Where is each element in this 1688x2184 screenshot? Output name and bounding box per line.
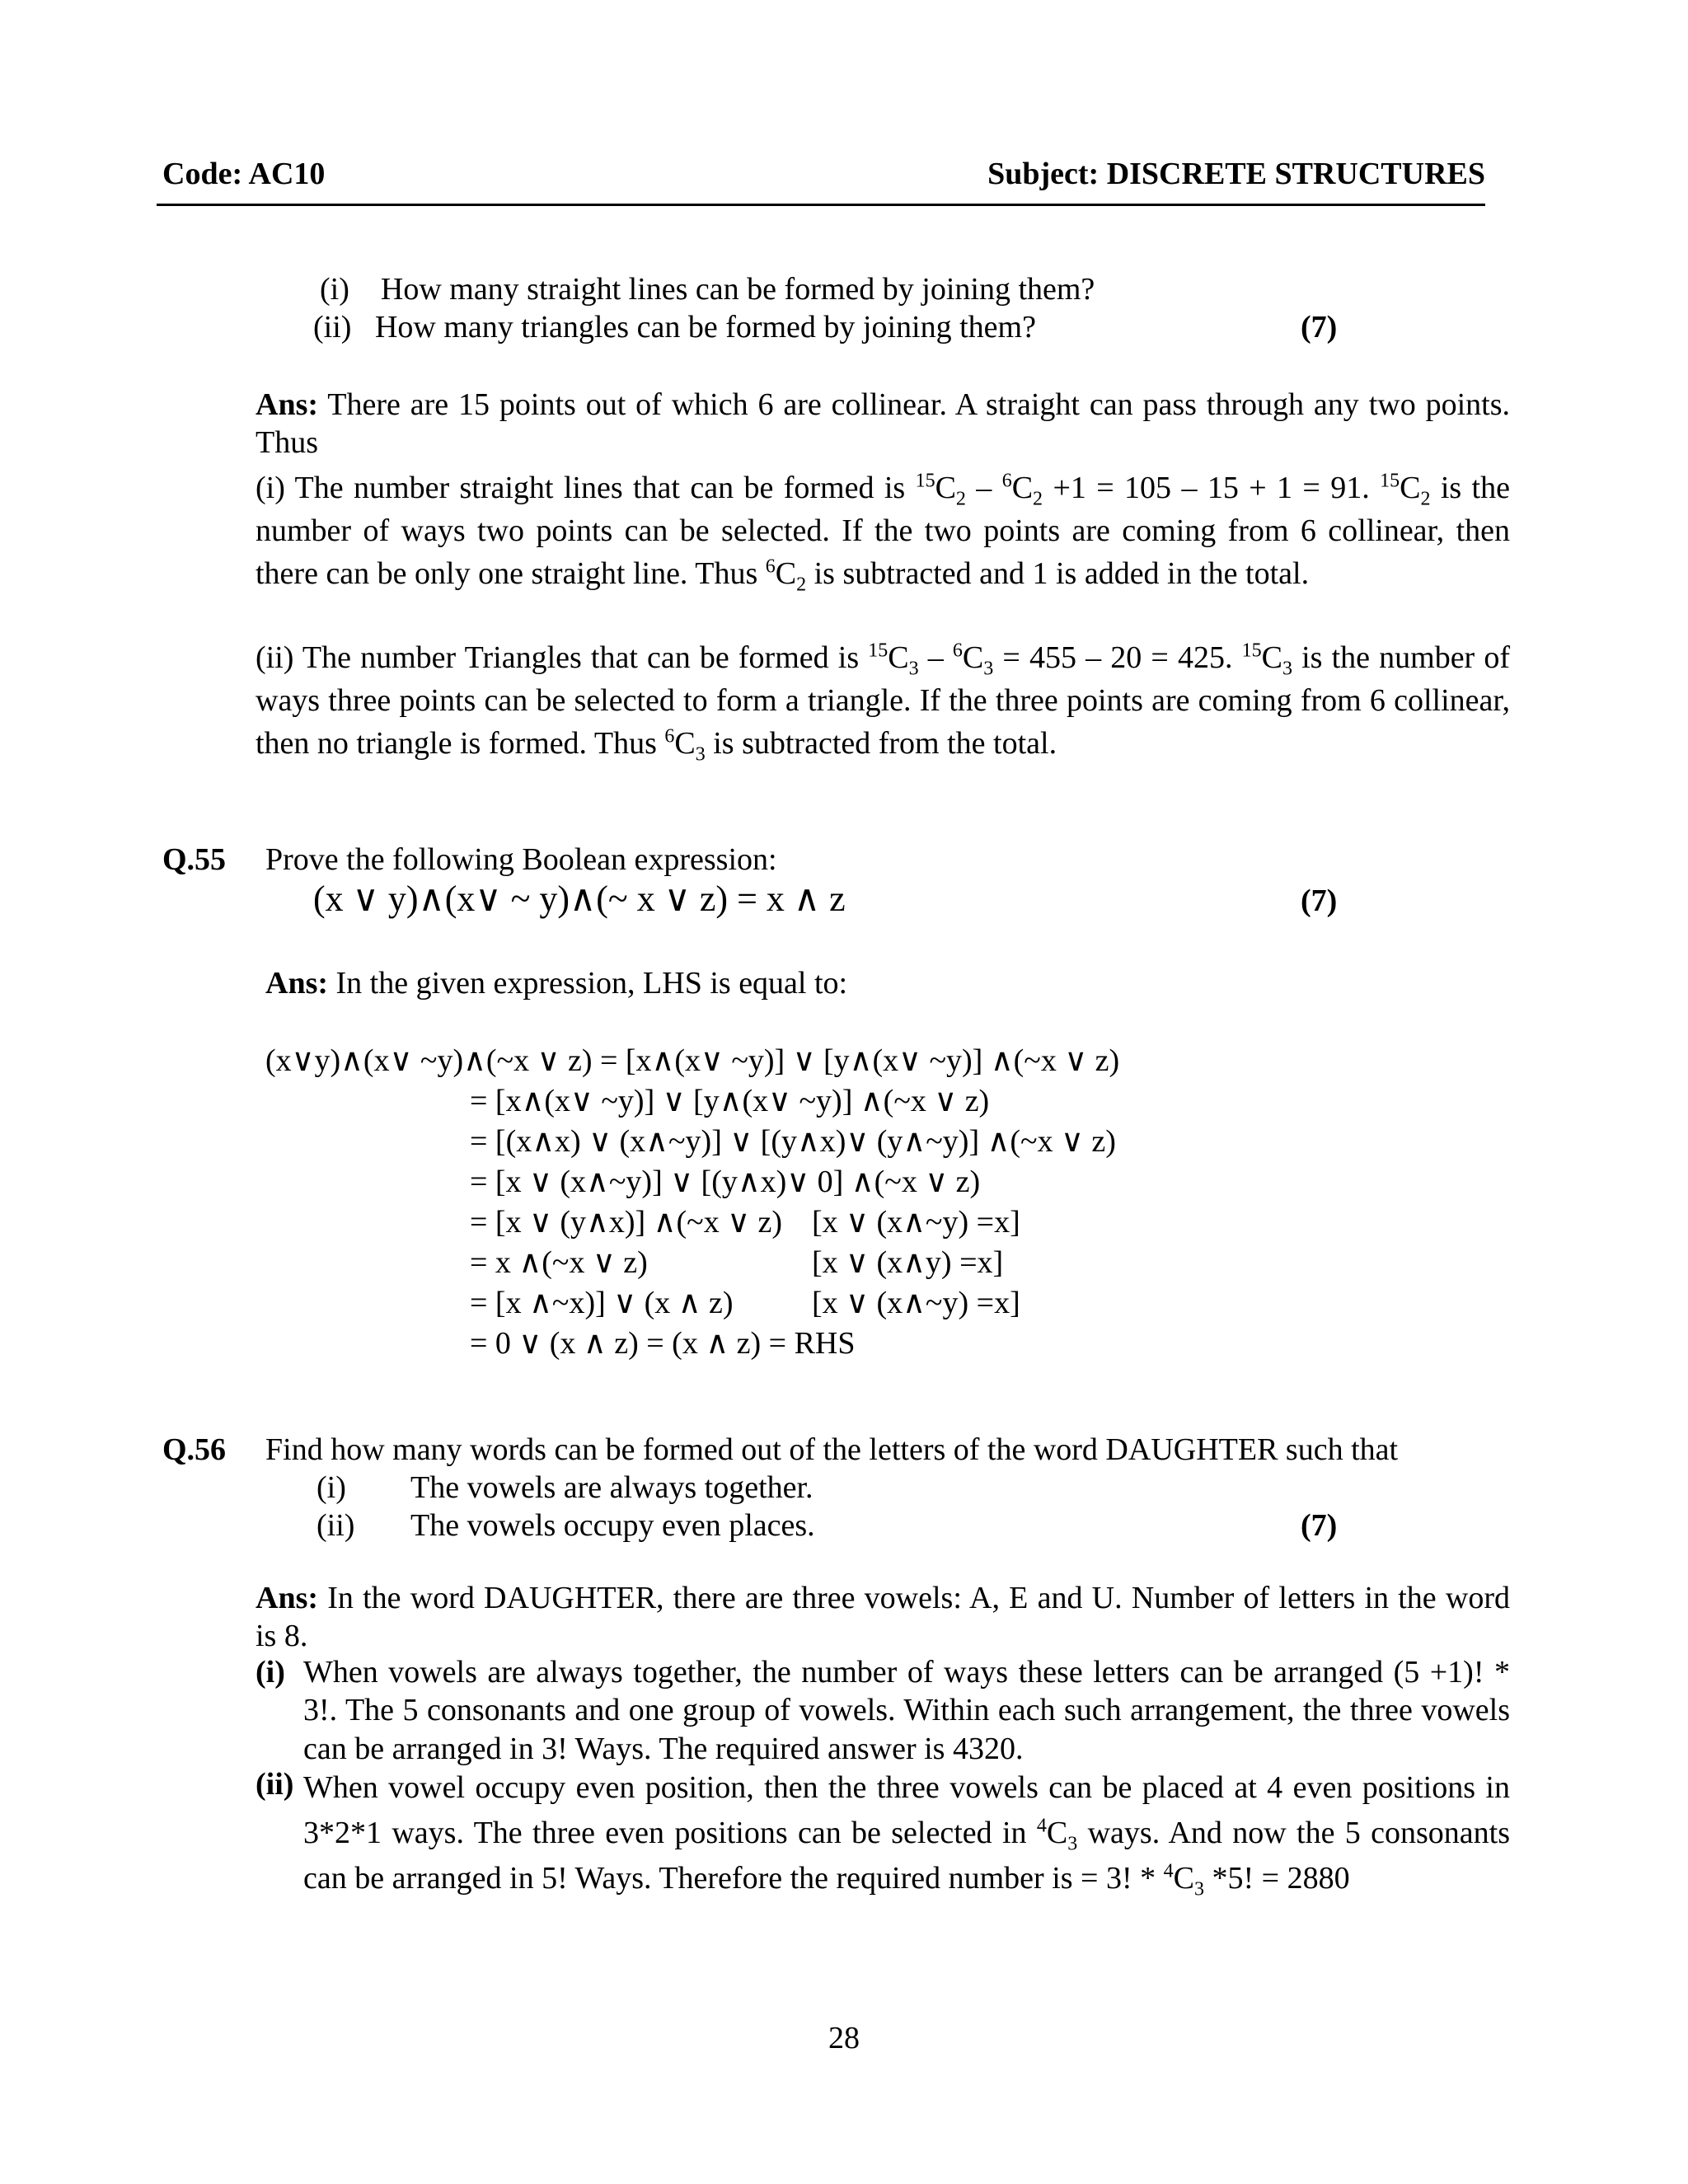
page-number: 28	[828, 2021, 860, 2055]
question-number-55: Q.55	[162, 842, 227, 877]
answer-label: Ans:	[265, 966, 329, 1001]
q56-part-ii: (ii) The vowels occupy even places.	[316, 1508, 815, 1543]
derivation-step: = [(x∧x) ∨ (x∧~y)] ∨ [(y∧x)∨ (y∧~y)] ∧(~x ∨ z)	[470, 1124, 1116, 1159]
q55-expression: (x ∨ y)∧(x∨ ~ y)∧(~ x ∨ z) = x ∧ z	[313, 879, 846, 919]
q54-answer-part-ii: (ii) The number Triangles that can be formed is $^{15}C_3 - ^6C_3 = 455 - 20 = 425$. $^{15}C_3$ is the number of ways three points can be selected to form a triangle. If the three points are coming from 6 collinear, then no triangle is formed. Thus $^6C_3$ is subtracted from the total.	[256, 640, 1511, 766]
q56-prompt: Find how many words can be formed out of the letters of the word DAUGHTER such that	[265, 1432, 1399, 1467]
q56-answer-intro: Ans: In the word DAUGHTER, there are three vowels: A, E and U. Number of letters in the word is 8.	[256, 1581, 1510, 1654]
header-rule	[157, 204, 1485, 206]
q54-part-ii: (ii) How many triangles can be formed by joining them?	[313, 310, 1036, 344]
subject-title: Subject: DISCRETE STRUCTURES	[987, 157, 1485, 191]
derivation-step: = [x ∨ (y∧x)] ∧(~x ∨ z)	[470, 1205, 783, 1240]
q56-answer-part-ii: (ii) When vowel occupy even position, then the three vowels can be placed at 4 even positions in 3*2*1 ways. The three even positions can be selected in $^4C_3$ ways. And now the 5 consonants can be arranged in 5! Ways. Therefore the required number is = 3! * $^4C_3$ *5! = 2880	[256, 1767, 1510, 1900]
derivation-step: = [x ∧~x)] ∨ (x ∧ z)	[470, 1286, 734, 1320]
q56-answer-part-i: (i) When vowels are always together, the number of ways these letters can be arranged (5 +1)! * 3!. The 5 consonants and one group of vowels. Within each such arrangement, the three vowels can be arranged in 3! Ways. The required answer is 4320.	[256, 1655, 1510, 1766]
q54-marks: (7)	[1301, 310, 1338, 344]
q54-answer-part-i: (i) The number straight lines that can be formed is $^{15}C_2 - ^6C_2 +1 = 105 - 15 + 1 = 91$. $^{15}C_2$ is the number of ways two points can be selected. If the two points are coming from 6 collinear, then there can be only one straight line. Thus $^6C_2$ is subtracted and 1 is added in the total.	[256, 470, 1510, 596]
q55-answer-intro: Ans: In the given expression, LHS is equal to:	[265, 966, 848, 1001]
derivation-step: = 0 ∨ (x ∧ z) = (x ∧ z) = RHS	[470, 1326, 856, 1361]
page-header	[162, 155, 1485, 193]
answer-label: Ans:	[256, 1581, 319, 1615]
derivation-step: = [x ∨ (x∧~y)] ∨ [(y∧x)∨ 0] ∧(~x ∨ z)	[470, 1165, 981, 1199]
justification: [x ∨ (x∧y) =x]	[812, 1245, 1004, 1280]
q55-marks: (7)	[1301, 883, 1338, 918]
q54-answer-intro: Ans: There are 15 points out of which 6 are collinear. A straight can pass through any two points. Thus	[256, 387, 1510, 461]
justification: [x ∨ (x∧~y) =x]	[812, 1205, 1020, 1240]
answer-label: Ans:	[256, 387, 319, 422]
exam-code: Code: AC10	[162, 157, 326, 191]
q55-prompt: Prove the following Boolean expression:	[265, 842, 777, 877]
q56-marks: (7)	[1301, 1508, 1338, 1543]
derivation-step: = [x∧(x∨ ~y)] ∨ [y∧(x∨ ~y)] ∧(~x ∨ z)	[470, 1084, 990, 1118]
q54-part-i: (i) How many straight lines can be formed by joining them?	[320, 272, 1095, 307]
justification: [x ∨ (x∧~y) =x]	[812, 1286, 1020, 1320]
question-number-56: Q.56	[162, 1432, 227, 1467]
q56-part-i: (i) The vowels are always together.	[316, 1470, 814, 1505]
q55-lhs-line: (x∨y)∧(x∨ ~y)∧(~x ∨ z) = [x∧(x∨ ~y)] ∨ [y∧(x∨ ~y)] ∧(~x ∨ z)	[265, 1043, 1120, 1078]
derivation-step: = x ∧(~x ∨ z)	[470, 1245, 648, 1280]
q55-step-justifications	[812, 1203, 1020, 1324]
